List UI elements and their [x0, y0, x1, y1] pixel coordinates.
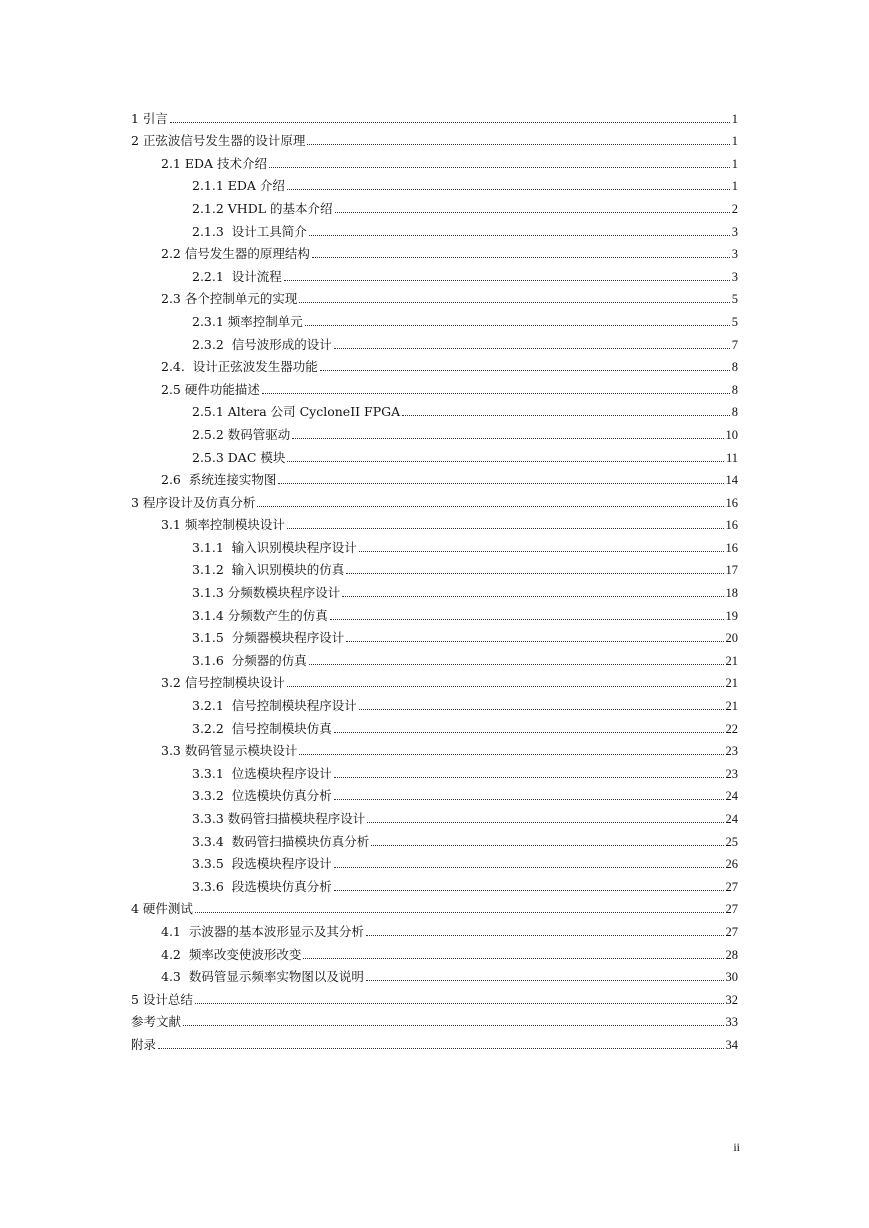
page-number: ii — [733, 1140, 740, 1154]
toc-entry-title: 2.2.1 设计流程 — [192, 268, 282, 284]
toc-entry[interactable] — [131, 691, 738, 714]
toc-entry-page: 3 — [731, 269, 738, 284]
dot-leader — [257, 505, 723, 507]
dot-leader — [299, 753, 723, 755]
toc-entry-title: 3.3.1 位选模块程序设计 — [192, 765, 332, 781]
toc-entry-title: 3.2 信号控制模块设计 — [161, 675, 285, 691]
toc-entry-title: 3.1.3 分频数模块程序设计 — [192, 585, 341, 601]
dot-leader — [366, 934, 724, 936]
toc-entry-title: 3.1.1 输入识别模块程序设计 — [192, 539, 357, 555]
dot-leader — [366, 979, 724, 981]
toc-entry-page: 2 — [731, 201, 738, 216]
dot-leader — [371, 844, 723, 846]
toc-entry-title: 2.6 系统连接实物图 — [161, 472, 277, 488]
toc-entry-title: 4.3 数码管显示频率实物图以及说明 — [161, 969, 364, 985]
toc-entry-title: 2.3 各个控制单元的实现 — [161, 291, 298, 307]
toc-entry-page: 8 — [731, 360, 738, 375]
toc-entry-title: 4.1 示波器的基本波形显示及其分析 — [161, 923, 364, 939]
dot-leader — [170, 121, 730, 123]
toc-entry-title: 2.1.3 设计工具简介 — [192, 223, 307, 239]
toc-entry-title: 2.1 EDA 技术介绍 — [161, 155, 267, 171]
toc-entry-page: 21 — [725, 653, 738, 668]
toc-entry[interactable] — [131, 1008, 738, 1031]
dot-leader — [346, 640, 723, 642]
toc-entry[interactable] — [131, 488, 738, 511]
dot-leader — [346, 572, 723, 574]
toc-entry-title: 2.4. 设计正弦波发生器功能 — [161, 359, 318, 375]
dot-leader — [334, 347, 730, 349]
toc-entry[interactable] — [131, 420, 738, 443]
toc-entry-page: 1 — [731, 111, 738, 126]
toc-entry-title: 附录 — [131, 1036, 157, 1052]
toc-entry-title: 2.5.2 数码管驱动 — [192, 426, 291, 442]
dot-leader — [367, 821, 723, 823]
toc-entry-title: 3 程序设计及仿真分析 — [131, 494, 256, 510]
toc-entry-page: 23 — [725, 766, 738, 781]
toc-entry-page: 7 — [731, 337, 738, 352]
toc-entry[interactable] — [131, 375, 738, 398]
toc-entry-title: 3.1.6 分频器的仿真 — [192, 652, 307, 668]
toc-entry-page: 5 — [731, 292, 738, 307]
toc-entry-page: 22 — [725, 721, 738, 736]
toc-entry-page: 24 — [725, 812, 738, 826]
toc-entry[interactable] — [131, 578, 738, 601]
toc-entry-page: 19 — [725, 608, 738, 623]
dot-leader — [305, 324, 730, 326]
toc-entry-title: 参考文献 — [131, 1014, 182, 1030]
dot-leader — [284, 279, 730, 281]
toc-entry-title: 3.1.5 分频器模块程序设计 — [192, 630, 345, 646]
dot-leader — [309, 234, 730, 236]
dot-leader — [299, 301, 729, 303]
toc-entry-page: 16 — [725, 518, 738, 533]
toc-entry-page: 1 — [731, 156, 738, 171]
toc-entry-page: 27 — [725, 924, 738, 939]
toc-entry-title: 3.1 频率控制模块设计 — [161, 517, 285, 533]
toc-entry-title: 3.2.1 信号控制模块程序设计 — [192, 698, 357, 714]
toc-entry[interactable] — [131, 1030, 738, 1053]
toc-entry[interactable] — [131, 194, 738, 217]
toc-entry-title: 3.1.4 分频数产生的仿真 — [192, 607, 328, 623]
dot-leader — [320, 369, 730, 371]
toc-entry-title: 5 设计总结 — [131, 991, 193, 1007]
toc-entry[interactable] — [131, 737, 738, 760]
toc-entry[interactable] — [131, 895, 738, 918]
toc-entry-page: 16 — [725, 540, 738, 555]
dot-leader — [195, 1002, 724, 1004]
toc-entry-page: 26 — [725, 857, 738, 872]
dot-leader — [334, 798, 724, 800]
toc-entry-title: 2.3.2 信号波形成的设计 — [192, 336, 332, 352]
toc-entry-title: 3.3.3 数码管扫描模块程序设计 — [192, 811, 366, 826]
toc-entry[interactable] — [131, 714, 738, 737]
toc-entry[interactable] — [131, 759, 738, 782]
toc-entry-title: 4.2 频率改变使波形改变 — [161, 946, 302, 962]
toc-entry-title: 1 引言 — [131, 110, 168, 126]
toc-entry-page: 28 — [725, 947, 738, 962]
dot-leader — [287, 685, 724, 687]
toc-entry[interactable] — [131, 850, 738, 873]
toc-entry-title: 2.5.3 DAC 模块 — [192, 449, 286, 465]
toc-entry[interactable] — [131, 804, 738, 827]
toc-entry[interactable] — [131, 104, 738, 127]
toc-entry[interactable] — [131, 172, 738, 195]
toc-entry-page: 33 — [725, 1015, 738, 1030]
dot-leader — [262, 392, 730, 394]
dot-leader — [278, 482, 723, 484]
toc-entry[interactable] — [131, 127, 738, 150]
toc-entry-page: 14 — [725, 473, 738, 488]
toc-entry[interactable] — [131, 240, 738, 263]
toc-entry[interactable] — [131, 511, 738, 534]
toc-entry-title: 3.1.2 输入识别模块的仿真 — [192, 562, 345, 578]
toc-entry-page: 20 — [725, 631, 738, 646]
dot-leader — [330, 618, 724, 620]
toc-entry-title: 2.2 信号发生器的原理结构 — [161, 246, 310, 262]
toc-entry-page: 21 — [725, 676, 738, 691]
dot-leader — [334, 889, 724, 891]
toc-entry-page: 18 — [725, 586, 738, 601]
toc-entry[interactable] — [131, 782, 738, 805]
dot-leader — [292, 437, 723, 439]
toc-entry[interactable] — [131, 872, 738, 895]
toc-entry-page: 16 — [725, 495, 738, 510]
dot-leader — [269, 166, 730, 168]
toc-entry-page: 27 — [725, 902, 738, 917]
toc-entry[interactable] — [131, 963, 738, 986]
toc-entry-title: 2 正弦波信号发生器的设计原理 — [131, 133, 306, 149]
dot-leader — [287, 188, 730, 190]
toc-entry[interactable] — [131, 443, 738, 466]
dot-leader — [402, 414, 730, 416]
toc-entry-page: 34 — [725, 1037, 738, 1052]
dot-leader — [342, 595, 723, 597]
toc-entry-page: 8 — [731, 405, 738, 420]
toc-entry-title: 2.1.1 EDA 介绍 — [192, 178, 285, 194]
toc-entry[interactable] — [131, 940, 738, 963]
toc-entry-page: 11 — [725, 450, 738, 465]
toc-entry-page: 30 — [725, 970, 738, 985]
toc-entry[interactable] — [131, 646, 738, 669]
toc-entry-page: 10 — [725, 427, 738, 442]
toc-entry[interactable] — [131, 307, 738, 330]
dot-leader — [158, 1047, 723, 1049]
dot-leader — [334, 731, 724, 733]
dot-leader — [312, 256, 730, 258]
toc-entry-title: 2.5.1 Altera 公司 CycloneII FPGA — [192, 404, 401, 420]
toc-entry-page: 5 — [731, 314, 738, 329]
toc-entry-page: 21 — [725, 699, 738, 714]
toc-entry[interactable] — [131, 149, 738, 172]
toc-entry-page: 1 — [731, 179, 738, 194]
toc-entry[interactable] — [131, 330, 738, 353]
dot-leader — [335, 211, 730, 213]
dot-leader — [195, 911, 724, 913]
dot-leader — [183, 1024, 723, 1026]
toc-entry-page: 17 — [725, 563, 738, 578]
dot-leader — [287, 460, 724, 462]
toc-entry-title: 3.3.2 位选模块仿真分析 — [192, 788, 332, 804]
toc-entry[interactable] — [131, 669, 738, 692]
toc-entry[interactable] — [131, 262, 738, 285]
dot-leader — [359, 708, 724, 710]
toc-entry-title: 2.1.2 VHDL 的基本介绍 — [192, 200, 333, 216]
toc-entry-page: 1 — [731, 134, 738, 149]
toc-entry[interactable] — [131, 556, 738, 579]
table-of-contents — [131, 104, 738, 1053]
toc-entry[interactable] — [131, 398, 738, 421]
toc-entry-title: 4 硬件测试 — [131, 901, 193, 917]
dot-leader — [359, 550, 724, 552]
toc-entry[interactable] — [131, 533, 738, 556]
dot-leader — [303, 957, 723, 959]
toc-entry[interactable] — [131, 466, 738, 489]
toc-entry[interactable] — [131, 917, 738, 940]
toc-entry-page: 24 — [725, 789, 738, 804]
toc-entry-title: 2.5 硬件功能描述 — [161, 381, 260, 397]
toc-entry-page: 3 — [731, 224, 738, 239]
dot-leader — [334, 776, 724, 778]
toc-entry-title: 3.3 数码管显示模块设计 — [161, 743, 298, 759]
dot-leader — [287, 527, 724, 529]
toc-entry-page: 27 — [725, 879, 738, 894]
toc-entry[interactable] — [131, 285, 738, 308]
toc-entry-page: 23 — [725, 744, 738, 759]
toc-entry-title: 3.3.4 数码管扫描模块仿真分析 — [192, 833, 370, 849]
toc-entry[interactable] — [131, 217, 738, 240]
toc-entry[interactable] — [131, 601, 738, 624]
toc-entry-title: 2.3.1 频率控制单元 — [192, 313, 303, 329]
toc-entry-page: 3 — [731, 247, 738, 262]
toc-entry-page: 8 — [731, 382, 738, 397]
toc-entry[interactable] — [131, 353, 738, 376]
dot-leader — [307, 143, 729, 145]
toc-entry-page: 32 — [725, 992, 738, 1007]
toc-entry[interactable] — [131, 624, 738, 647]
toc-entry-title: 3.3.5 段选模块程序设计 — [192, 856, 332, 872]
toc-entry-title: 3.3.6 段选模块仿真分析 — [192, 878, 332, 894]
toc-entry-title: 3.2.2 信号控制模块仿真 — [192, 720, 332, 736]
toc-entry-page: 25 — [725, 834, 738, 849]
toc-entry[interactable] — [131, 985, 738, 1008]
toc-entry[interactable] — [131, 827, 738, 850]
dot-leader — [334, 866, 724, 868]
dot-leader — [309, 663, 724, 665]
